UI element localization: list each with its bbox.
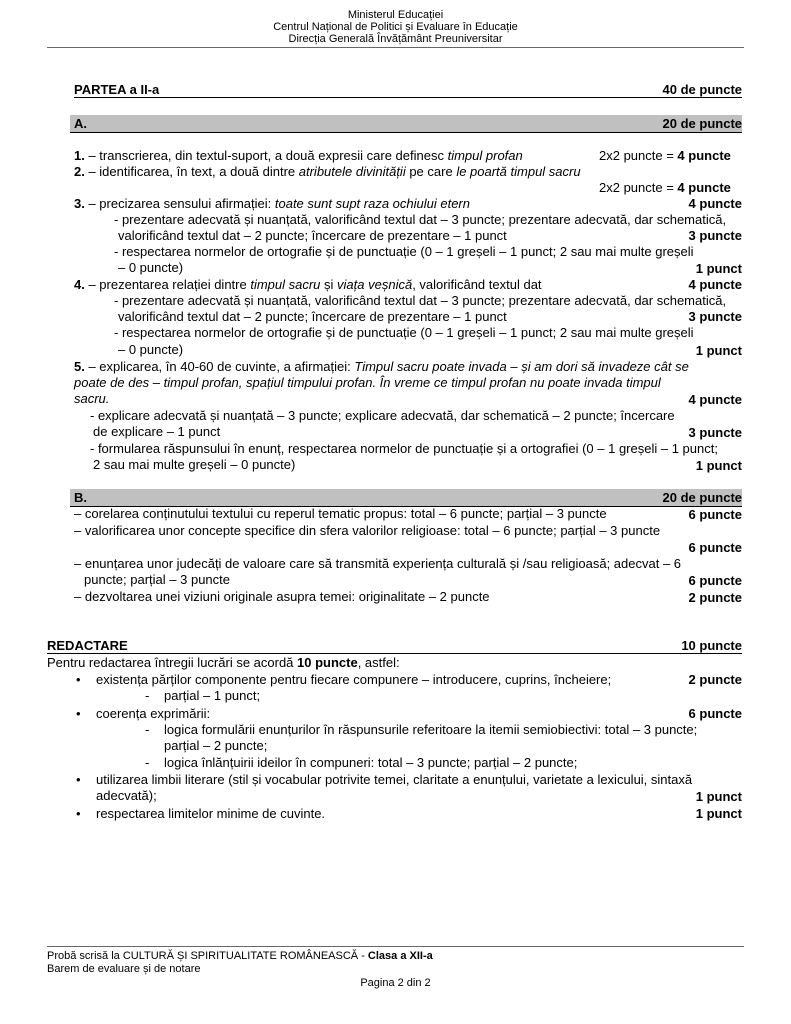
redactare-criterion-2: coerența exprimării: bbox=[96, 706, 211, 721]
footer-divider bbox=[47, 946, 744, 947]
dash-1-marker: - bbox=[145, 688, 150, 703]
item-5-crit-a-points: 3 puncte bbox=[688, 425, 742, 440]
item-4-emph: timpul sacru bbox=[250, 277, 321, 292]
footer-sep: - bbox=[358, 950, 368, 962]
redactare-intro-points: 10 puncte bbox=[297, 655, 358, 670]
item-4-crit-b-points: 1 punct bbox=[695, 343, 742, 358]
footer-class: Clasa a XII-a bbox=[367, 950, 433, 962]
item-4-mid: și bbox=[320, 277, 338, 292]
item-5-quote-3-line bbox=[74, 391, 109, 407]
redactare-criterion-3-points: 1 punct bbox=[695, 789, 742, 804]
item-5-crit-b-points: 1 punct bbox=[695, 458, 742, 473]
item-4-num: 4. bbox=[74, 277, 85, 292]
header-center: Centrul Național de Politici și Evaluare în Educație bbox=[273, 21, 518, 33]
bullet-3-marker: • bbox=[76, 772, 81, 787]
item-2-score-total: 4 puncte bbox=[677, 180, 731, 195]
footer-subject: CULTURĂ ȘI SPIRITUALITATE ROMÂNEASCĂ bbox=[122, 950, 359, 962]
section-b-criterion-2: – valorificarea unor concepte specifice din sfera valorilor religioase: total – 6 puncte; parțial – 3 puncte bbox=[74, 523, 661, 538]
redactare-criterion-1: existența părților componente pentru fiecare compunere – introducere, cuprins, încheiere; bbox=[96, 672, 612, 687]
item-5-num: 5. bbox=[74, 359, 85, 374]
bullet-2-marker: • bbox=[76, 706, 81, 721]
item-2-mid: pe care bbox=[405, 164, 457, 179]
item-1-num: 1. bbox=[74, 148, 85, 163]
item-5-text: – explicarea, în 40-60 de cuvinte, a afirmației: bbox=[84, 359, 355, 374]
item-3-num: 3. bbox=[74, 196, 85, 211]
section-b-criterion-3a: – enunțarea unor judecăți de valoare care să transmită experiența culturală și /sau religioasă; adecvat – 6 bbox=[74, 556, 682, 571]
redactare-intro-end: , astfel: bbox=[357, 655, 400, 670]
item-1 bbox=[74, 148, 523, 164]
redactare-points: 10 puncte bbox=[681, 638, 742, 653]
redactare-criterion-2-sub2: logica înlănțuirii ideilor în compuneri: total – 3 puncte; parțial – 2 puncte; bbox=[164, 755, 578, 770]
part2-title: PARTEA a II-a bbox=[74, 82, 160, 97]
item-4-emph2: viața veșnică bbox=[337, 277, 413, 292]
redactare-intro bbox=[47, 655, 400, 671]
item-3-emph: toate sunt supt raza ochiului etern bbox=[274, 196, 470, 211]
footer-exam-pre: Probă scrisă la bbox=[47, 950, 123, 962]
footer-page-number: Pagina 2 din 2 bbox=[360, 977, 431, 989]
bullet-1-marker: • bbox=[76, 672, 81, 687]
item-2-text: – identificarea, în text, a două dintre bbox=[84, 164, 299, 179]
item-3-crit-a2: valorificând textul dat – 2 puncte; încercare de prezentare – 1 punct bbox=[118, 228, 507, 243]
section-b-criterion-4: – dezvoltarea unei viziuni originale asupra temei: originalitate – 2 puncte bbox=[74, 589, 490, 604]
footer-exam bbox=[47, 950, 433, 963]
item-3-crit-a1: - prezentare adecvată și nuanțată, valorificând textul dat – 3 puncte; prezentare adecvată, dar schematică, bbox=[114, 212, 727, 227]
item-3-text: – precizarea sensului afirmației: bbox=[84, 196, 275, 211]
item-4-crit-a1: - prezentare adecvată și nuanțată, valorificând textul dat – 3 puncte; prezentare adecvată, dar schematică, bbox=[114, 293, 727, 308]
redactare-criterion-2-sub1a: logica formulării enunțurilor în răspunsurile referitoare la itemii semiobiectivi: total – 3 puncte; bbox=[164, 722, 698, 737]
item-2 bbox=[74, 164, 581, 180]
item-5-points: 4 puncte bbox=[688, 392, 742, 407]
section-a-points: 20 de puncte bbox=[662, 116, 742, 131]
item-5-crit-a1: - explicare adecvată și nuanțată – 3 puncte; explicare adecvată, dar schematică – 2 puncte; încercare bbox=[90, 408, 675, 423]
item-5-crit-b1: - formularea răspunsului în enunț, respectarea normelor de punctuație și a ortografiei (0 – 1 greșeli – 1 punct; bbox=[90, 441, 718, 456]
item-3 bbox=[74, 196, 470, 212]
part2-points: 40 de puncte bbox=[662, 82, 742, 97]
redactare-criterion-4-points: 1 punct bbox=[695, 806, 742, 821]
item-4-crit-a2: valorificând textul dat – 2 puncte; încercare de prezentare – 1 punct bbox=[118, 309, 507, 324]
item-5-crit-b2: 2 sau mai multe greșeli – 0 puncte) bbox=[93, 457, 296, 472]
item-4-text: – prezentarea relației dintre bbox=[84, 277, 251, 292]
section-b-criterion-1-points: 6 puncte bbox=[688, 507, 742, 522]
item-2-emph2: le poartă timpul sacru bbox=[456, 164, 581, 179]
item-5-quote-3: sacru. bbox=[74, 391, 110, 406]
item-4-points: 4 puncte bbox=[688, 277, 742, 292]
item-2-num: 2. bbox=[74, 164, 85, 179]
redactare-intro-text: Pentru redactarea întregii lucrări se acordă bbox=[47, 655, 298, 670]
section-b-criterion-3b: puncte; parțial – 3 puncte bbox=[84, 572, 230, 587]
redactare-title: REDACTARE bbox=[47, 638, 128, 653]
item-3-crit-b1: - respectarea normelor de ortografie și de punctuație (0 – 1 greșeli – 1 punct; 2 sau mai multe greșeli bbox=[114, 244, 694, 259]
section-b-header bbox=[70, 489, 742, 507]
bullet-4-marker: • bbox=[76, 806, 81, 821]
redactare-criterion-1-sub: parțial – 1 punct; bbox=[164, 688, 261, 703]
redactare-title-row bbox=[47, 638, 742, 654]
item-1-score-formula: 2x2 puncte = bbox=[599, 148, 678, 163]
footer-barem: Barem de evaluare și de notare bbox=[47, 963, 201, 975]
item-5-quote-2: poate de des – timpul profan, spațiul timpului profan. În vreme ce timpul profan nu poate invada timpul bbox=[74, 375, 661, 390]
item-1-emph: timpul profan bbox=[447, 148, 523, 163]
section-a-header bbox=[70, 115, 742, 133]
section-a-label: A. bbox=[74, 116, 87, 131]
item-1-text: – transcrierea, din textul-suport, a două expresii care definesc bbox=[84, 148, 448, 163]
item-3-points: 4 puncte bbox=[688, 196, 742, 211]
section-b-criterion-3-points: 6 puncte bbox=[688, 573, 742, 588]
item-4-crit-b1: - respectarea normelor de ortografie și de punctuație (0 – 1 greșeli – 1 punct; 2 sau mai multe greșeli bbox=[114, 325, 694, 340]
header-divider bbox=[47, 47, 744, 48]
section-b-points: 20 de puncte bbox=[662, 490, 742, 505]
redactare-criterion-2-points: 6 puncte bbox=[688, 706, 742, 721]
part2-title-row bbox=[74, 82, 742, 98]
redactare-criterion-2-sub1b: parțial – 2 puncte; bbox=[164, 738, 268, 753]
item-3-crit-a-points: 3 puncte bbox=[688, 228, 742, 243]
item-3-crit-b-points: 1 punct bbox=[695, 261, 742, 276]
section-b-label: B. bbox=[74, 490, 87, 505]
item-5-crit-a2: de explicare – 1 punct bbox=[93, 424, 221, 439]
item-4 bbox=[74, 277, 542, 293]
item-2-emph: atributele divinității bbox=[298, 164, 406, 179]
redactare-criterion-4: respectarea limitelor minime de cuvinte. bbox=[96, 806, 326, 821]
dash-2-marker: - bbox=[145, 722, 150, 737]
section-b-criterion-4-points: 2 puncte bbox=[688, 590, 742, 605]
item-3-crit-b2: – 0 puncte) bbox=[118, 260, 184, 275]
item-2-score bbox=[599, 180, 731, 196]
item-4-post: , valorificând textul dat bbox=[412, 277, 542, 292]
item-1-score bbox=[599, 148, 731, 164]
dash-3-marker: - bbox=[145, 755, 150, 770]
item-4-crit-a-points: 3 puncte bbox=[688, 309, 742, 324]
item-1-score-total: 4 puncte bbox=[677, 148, 731, 163]
item-5-quote-2-line bbox=[74, 375, 661, 391]
header-directorate: Direcția Generală Învățământ Preuniversitar bbox=[288, 33, 503, 45]
section-b-criterion-2-points: 6 puncte bbox=[688, 540, 742, 555]
header-ministry: Ministerul Educației bbox=[347, 9, 444, 21]
redactare-criterion-3a: utilizarea limbii literare (stil și vocabular potrivite temei, claritate a enunțului, varietate a lexicului, sintaxă bbox=[96, 772, 693, 787]
item-2-score-formula: 2x2 puncte = bbox=[599, 180, 678, 195]
item-5-quote-1: Timpul sacru poate invada – și am dori să invadeze cât se bbox=[354, 359, 689, 374]
item-4-crit-b2: – 0 puncte) bbox=[118, 342, 184, 357]
redactare-criterion-3b: adecvată); bbox=[96, 788, 157, 803]
redactare-criterion-1-points: 2 puncte bbox=[688, 672, 742, 687]
section-b-criterion-1: – corelarea conținutului textului cu reperul tematic propus: total – 6 puncte; parțial – 3 puncte bbox=[74, 506, 607, 521]
item-5 bbox=[74, 359, 689, 375]
